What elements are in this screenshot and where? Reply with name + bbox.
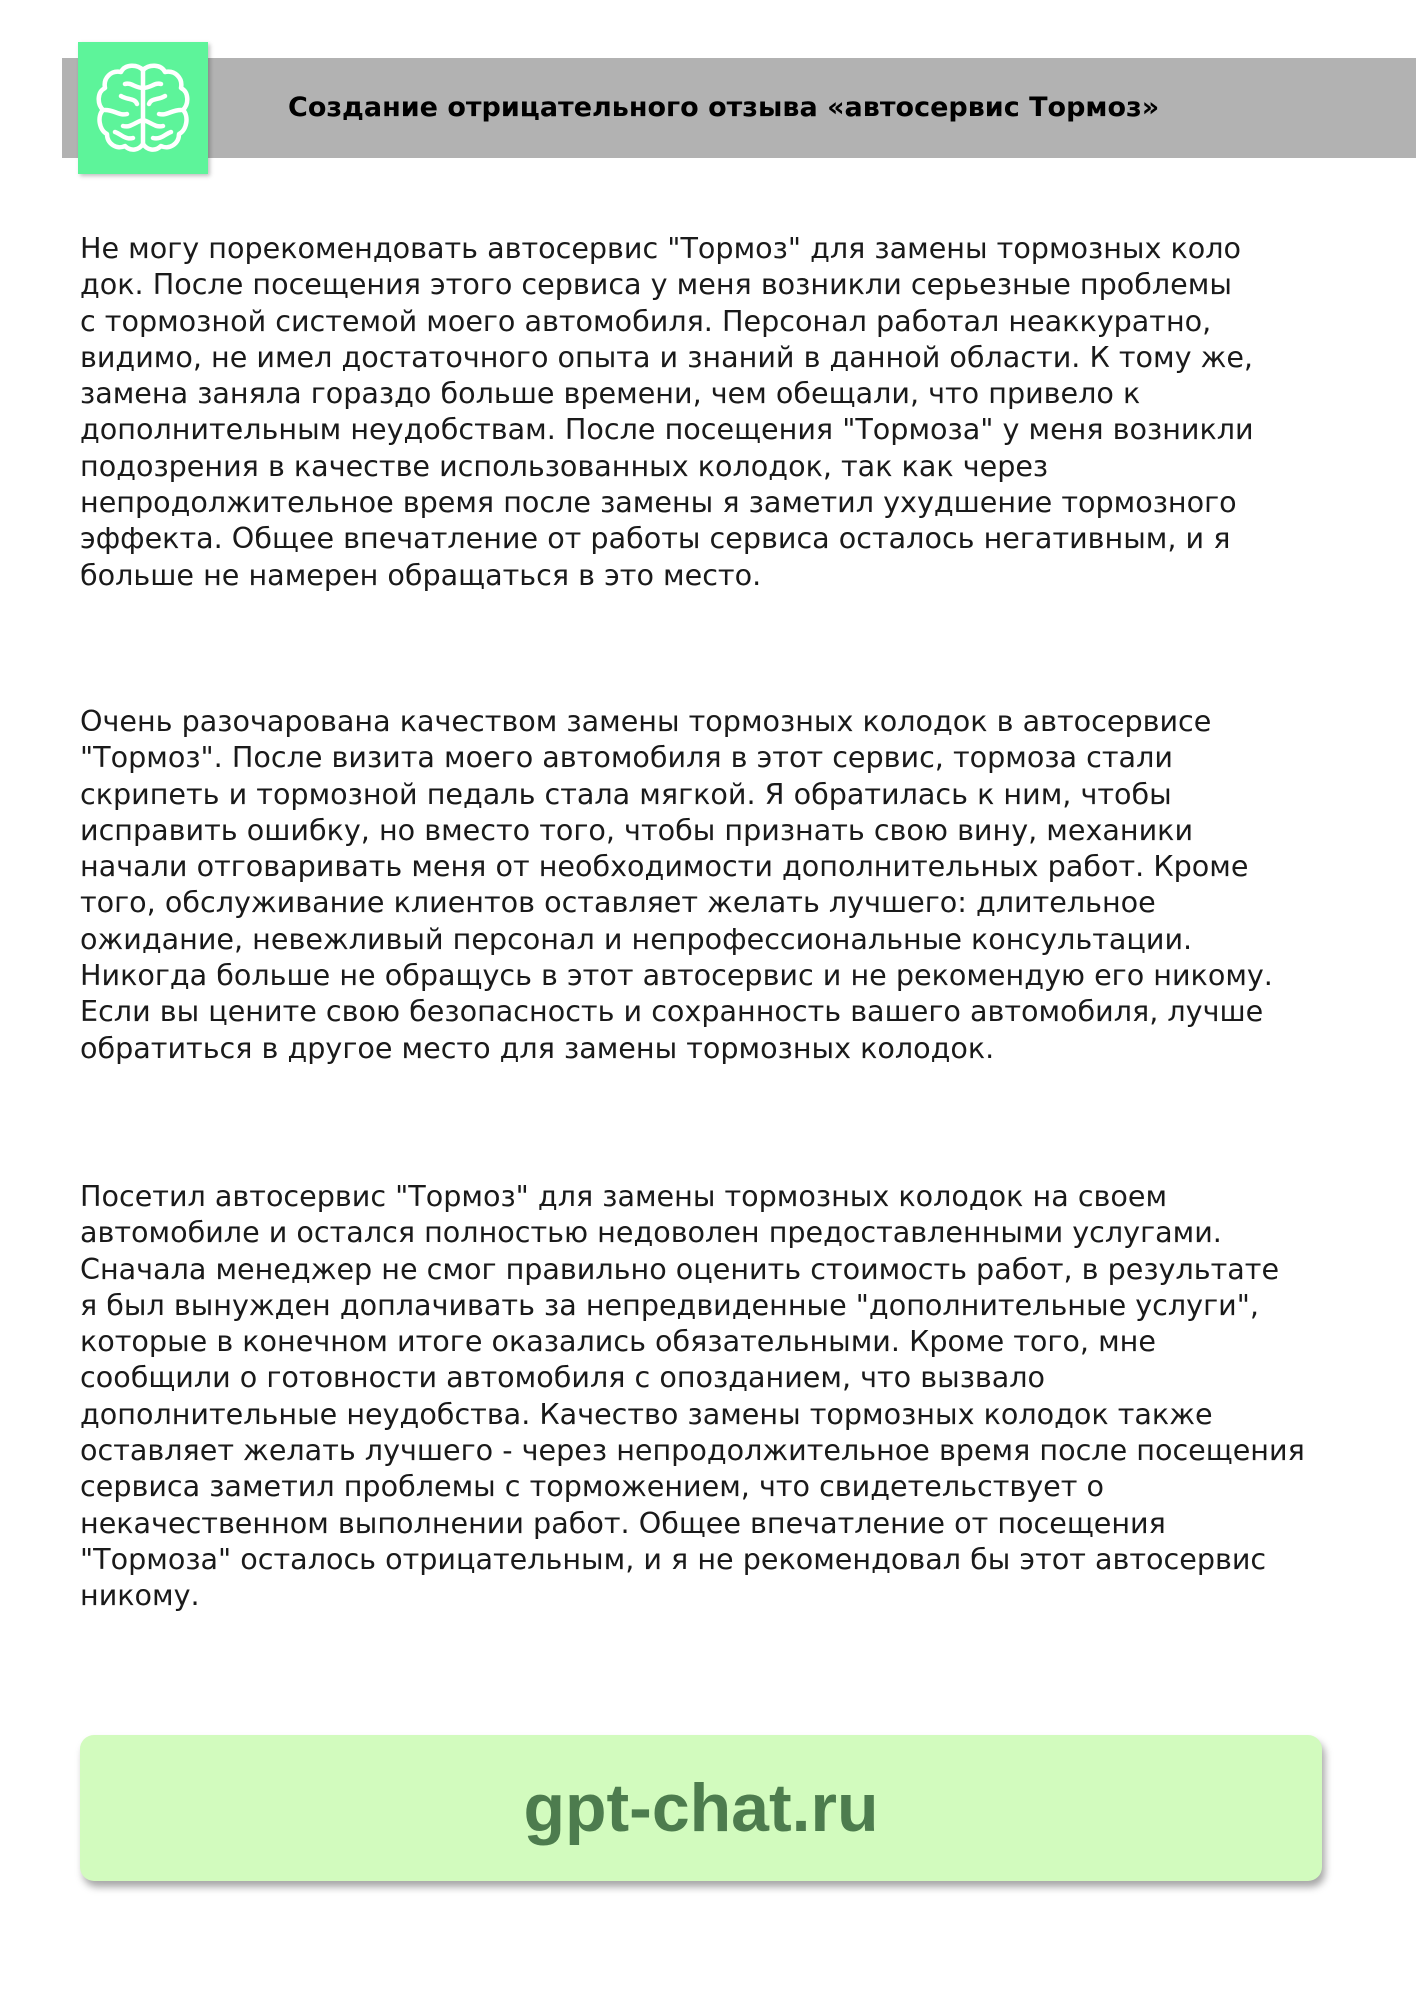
footer-banner [80, 1735, 1322, 1881]
footer-site-name: gpt-chat.ru [523, 1770, 879, 1846]
review-text-1: Не могу порекомендовать автосервис "Тормоз" для замены тормозных коло док. После посещения этого сервиса у меня возникли серьезные проблемы с тормозной системой моего автомобиля. Персонал работал неаккуратно, видимо, не имел достаточного опыта и знаний в данной области. К тому же, замена заняла гораздо больше времени, чем обещали, что привело к дополнительным неудобствам. После посещения "Тормоза" у меня возникли подозрения в качестве использованных колодок, так как через непродолжительное время после замены я заметил ухудшение тормозного эффекта. Общее впечатление от работы сервиса осталось негативным, и я больше не намерен обращаться в это место. [80, 231, 1254, 592]
brain-icon [93, 60, 193, 156]
review-text-2: Очень разочарована качеством замены тормозных колодок в автосервисе "Тормоз". После визита моего автомобиля в этот сервис, тормоза стали скрипеть и тормозной педаль стала мягкой. Я обратилась к ним, чтобы исправить ошибку, но вместо того, чтобы признать свою вину, механики начали отговаривать меня от необходимости дополнительных работ. Кроме того, обслуживание клиентов оставляет желать лучшего: длительное ожидание, невежливый персонал и непрофессиональные консультации. Никогда больше не обращусь в этот автосервис и не рекомендую его никому. Если вы цените свою безопасность и сохранность вашего автомобиля, лучше обратиться в другое место для замены тормозных колодок. [80, 704, 1273, 1065]
page-title: Создание отрицательного отзыва «автосервис Тормоз» [288, 92, 1160, 123]
review-text-3: Посетил автосервис "Тормоз" для замены тормозных колодок на своем автомобиле и остался полностью недоволен предоставленными услугами. Сначала менеджер не смог правильно оценить стоимость работ, в результате я был вынужден доплачивать за непредвиденные "дополнительные услуги", которые в конечном итоге оказались обязательными. Кроме того, мне сообщили о готовности автомобиля с опозданием, что вызвало дополнительные неудобства. Качество замены тормозных колодок также оставляет желать лучшего - через непродолжительное время после посещения сервиса заметил проблемы с торможением, что свидетельствует о некачественном выполнении работ. Общее впечатление от посещения "Тормоза" осталось отрицательным, и я не рекомендовал бы этот автосервис никому. [80, 1179, 1305, 1613]
logo [78, 42, 208, 174]
